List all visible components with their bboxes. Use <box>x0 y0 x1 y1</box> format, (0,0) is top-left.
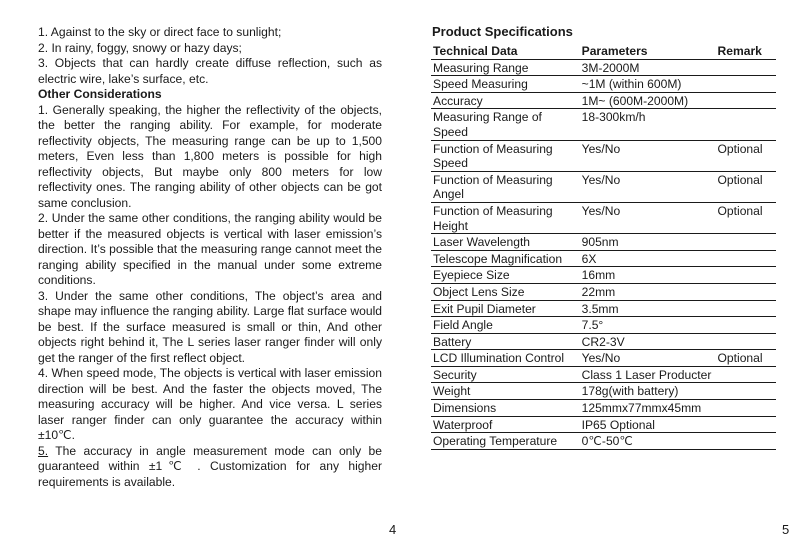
table-row <box>431 400 776 417</box>
parameter-cell: CR2-3V <box>580 333 716 350</box>
table-row <box>431 171 776 202</box>
technical-data-cell <box>431 366 580 383</box>
table-row <box>431 140 776 171</box>
technical-data-cell <box>431 250 580 267</box>
remark-cell: Optional <box>716 350 776 367</box>
technical-data-text: Eyepiece Size <box>433 268 510 283</box>
paragraph: 2. In rainy, foggy, snowy or hazy days; <box>38 40 242 55</box>
technical-data-text: Operating Temperature <box>433 434 558 449</box>
parameter-cell: 3M-2000M <box>580 59 716 76</box>
technical-data-text: Object Lens Size <box>433 284 525 299</box>
parameter-cell: 178g(with battery) <box>580 383 716 400</box>
remark-cell <box>716 416 776 433</box>
paragraph-list <box>38 25 382 444</box>
technical-data-cell <box>431 350 580 367</box>
table-row <box>431 283 776 300</box>
remark-cell <box>716 234 776 251</box>
left-text-column <box>38 25 382 490</box>
table-row <box>431 300 776 317</box>
remark-cell <box>716 300 776 317</box>
technical-data-cell <box>431 171 580 202</box>
technical-data-text: Telescope Magnification <box>433 251 563 266</box>
remark-cell <box>716 383 776 400</box>
header-parameters: Parameters <box>580 44 716 59</box>
parameter-cell: 3.5mm <box>580 300 716 317</box>
remark-cell: Optional <box>716 140 776 171</box>
remark-cell <box>716 400 776 417</box>
table-row <box>431 202 776 233</box>
paragraph: 3. Under the same other conditions, The object’s area and shape may influence the ranging ability. Large flat surface would be best. If the surface measured is small or thin, And other objects right behind it, The L series laser ranger finder will only get the ranger of the first reflect object. <box>38 288 382 365</box>
remark-cell <box>716 109 776 140</box>
parameter-cell: 0℃-50℃ <box>580 433 716 450</box>
technical-data-text: Weight <box>433 384 471 399</box>
parameter-cell: 22mm <box>580 283 716 300</box>
remark-cell <box>716 366 776 383</box>
spec-table-body <box>431 59 776 449</box>
parameter-cell: Yes/No <box>580 202 716 233</box>
page-number-left: 4 <box>389 522 397 537</box>
technical-data-text: Measuring Range <box>433 60 529 75</box>
remark-cell <box>716 250 776 267</box>
technical-data-cell <box>431 433 580 450</box>
parameter-cell: ~1M (within 600M) <box>580 76 716 93</box>
table-row <box>431 433 776 450</box>
section-subheading: Other Considerations <box>38 87 162 101</box>
technical-data-text: Exit Pupil Diameter <box>433 301 536 316</box>
table-row <box>431 109 776 140</box>
table-row <box>431 383 776 400</box>
technical-data-text: Speed Measuring <box>433 77 528 92</box>
table-row <box>431 350 776 367</box>
technical-data-cell <box>431 283 580 300</box>
technical-data-text: Field Angle <box>433 318 493 333</box>
parameter-cell: 7.5° <box>580 317 716 334</box>
table-row <box>431 366 776 383</box>
technical-data-cell <box>431 333 580 350</box>
technical-data-cell <box>431 416 580 433</box>
table-row <box>431 267 776 284</box>
spec-header-row <box>431 44 776 59</box>
table-row <box>431 234 776 251</box>
paragraph: 3. Objects that can hardly create diffuse reflection, such as electric wire, lake’s surface, etc. <box>38 56 382 86</box>
header-remark: Remark <box>716 44 776 59</box>
parameter-cell: 905nm <box>580 234 716 251</box>
technical-data-text: Waterproof <box>433 417 493 432</box>
remark-cell <box>716 92 776 109</box>
remark-cell <box>716 317 776 334</box>
technical-data-cell <box>431 300 580 317</box>
parameter-cell: 18-300km/h <box>580 109 716 140</box>
technical-data-text: Measuring Range of Speed <box>433 110 542 139</box>
parameter-cell: Yes/No <box>580 171 716 202</box>
page-number-right: 5 <box>782 522 790 537</box>
technical-data-text: Laser Wavelength <box>433 235 531 250</box>
technical-data-cell <box>431 109 580 140</box>
remark-cell <box>716 433 776 450</box>
technical-data-text: Battery <box>433 334 472 349</box>
item-number: 5. <box>38 443 49 458</box>
technical-data-text: Function of Measuring Angel <box>433 172 553 202</box>
spec-title: Product Specifications <box>432 24 573 39</box>
remark-cell: Optional <box>716 171 776 202</box>
table-row <box>431 333 776 350</box>
table-row <box>431 416 776 433</box>
paragraph: 4. When speed mode, The objects is vertical with laser emission direction will be best. And the faster the objects moved, The measuring accuracy will be higher. And vice versa. L series laser ranger finder can only guarantee the accuracy within ±10℃. <box>38 366 382 442</box>
remark-cell <box>716 267 776 284</box>
technical-data-cell <box>431 76 580 93</box>
remark-cell <box>716 59 776 76</box>
parameter-cell: Yes/No <box>580 140 716 171</box>
technical-data-text: LCD Illumination Control <box>433 351 565 366</box>
technical-data-cell <box>431 140 580 171</box>
technical-data-text: Function of Measuring Speed <box>433 141 553 171</box>
technical-data-cell <box>431 59 580 76</box>
table-row <box>431 250 776 267</box>
technical-data-cell <box>431 383 580 400</box>
parameter-cell: 1M~ (600M-2000M) <box>580 92 716 109</box>
parameter-cell: 125mmx77mmx45mm <box>580 400 716 417</box>
parameter-cell: 6X <box>580 250 716 267</box>
technical-data-cell <box>431 202 580 233</box>
table-row <box>431 59 776 76</box>
technical-data-text: Security <box>433 367 477 382</box>
technical-data-text: Dimensions <box>433 401 497 416</box>
technical-data-cell <box>431 234 580 251</box>
spec-table <box>431 44 776 450</box>
table-row <box>431 92 776 109</box>
technical-data-cell <box>431 317 580 334</box>
remark-cell <box>716 76 776 93</box>
header-technical-data: Technical Data <box>431 44 580 59</box>
technical-data-cell <box>431 267 580 284</box>
parameter-cell: 16mm <box>580 267 716 284</box>
parameter-cell: Class 1 Laser Producter <box>580 366 716 383</box>
technical-data-text: Function of Measuring Height <box>433 203 553 233</box>
item-text: The accuracy in angle measurement mode can only be guaranteed within ±1℃ . Customization for any higher requirements is available. <box>38 443 382 489</box>
parameter-cell: Yes/No <box>580 350 716 367</box>
technical-data-cell <box>431 92 580 109</box>
parameter-cell: IP65 Optional <box>580 416 716 433</box>
paragraph: 2. Under the same other conditions, the ranging ability would be better if the measured objects is vertical with laser emission’s direction. It’s possible that the measuring range cannot meet the ranging ability specified in the manual under some extreme conditions. <box>38 211 382 287</box>
technical-data-text: Accuracy <box>433 93 483 108</box>
paragraph-last <box>38 444 382 491</box>
technical-data-cell <box>431 400 580 417</box>
table-row <box>431 76 776 93</box>
remark-cell <box>716 283 776 300</box>
table-row <box>431 317 776 334</box>
paragraph: 1. Against to the sky or direct face to sunlight; <box>38 25 282 39</box>
remark-cell <box>716 333 776 350</box>
paragraph: 1. Generally speaking, the higher the reflectivity of the objects, the better the ranging ability. For example, for moderate reflectivity objects, The measuring range can be up to 1,500 meters, Even less than 1,800 meters is possible for high reflectivity objects, But maybe only 800 meters for low reflectivity ones. The ranging ability of other objects can be got same conclusion. <box>38 102 382 210</box>
remark-cell: Optional <box>716 202 776 233</box>
